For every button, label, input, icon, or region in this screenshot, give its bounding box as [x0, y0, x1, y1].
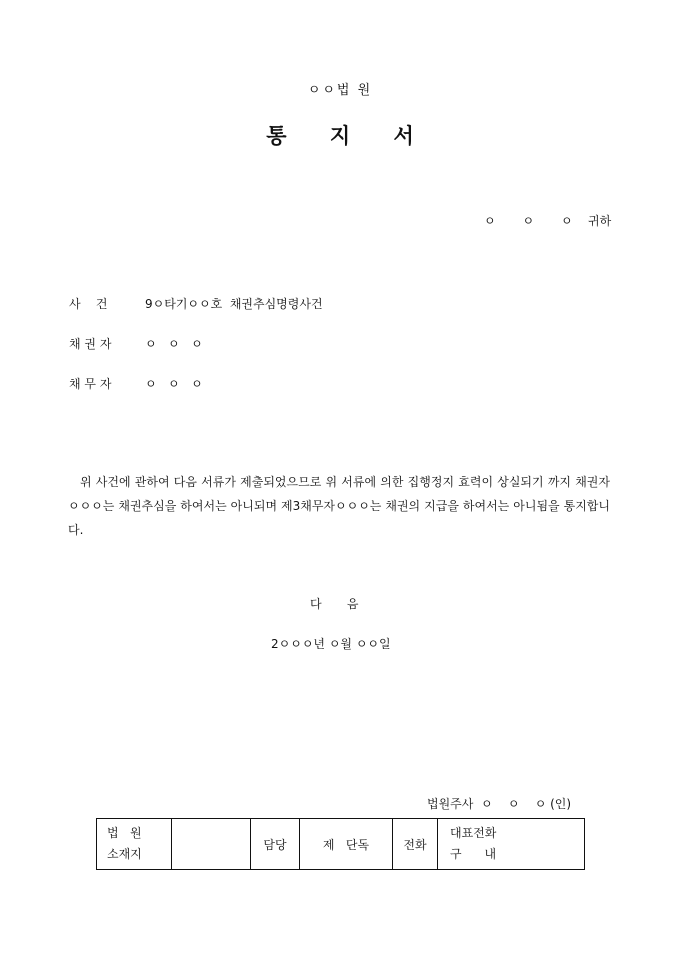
creditor-label: 채 권 자 [69, 337, 112, 351]
department-label: 제 단독 [300, 819, 393, 870]
recipient-placeholder-1: ㅇ [484, 214, 496, 228]
staff-label: 담당 [251, 819, 300, 870]
case-row [69, 295, 323, 312]
phone-main-label: 대표전화 [450, 826, 497, 840]
notice-body [68, 470, 610, 542]
court-name: ㅇㅇ법 원 [307, 83, 373, 98]
phone-value [438, 819, 585, 870]
court-label-line2: 소재지 [107, 847, 142, 861]
debtor-row [69, 375, 203, 392]
phone-label: 전화 [393, 819, 438, 870]
creditor-value: ㅇ ㅇ ㅇ [145, 337, 203, 351]
document-title: 통 지 서 [266, 124, 432, 148]
debtor-value: ㅇ ㅇ ㅇ [145, 377, 203, 391]
court-label-line1: 법 원 [107, 826, 142, 840]
court-location-value [172, 819, 251, 870]
case-label: 사 건 [69, 297, 108, 311]
recipient-placeholder-2: ㅇ [522, 214, 535, 228]
recipient-line [484, 212, 615, 229]
phone-extension-label: 구 내 [450, 847, 497, 861]
signature-line: 법원주사 ㅇ ㅇ ㅇ (인) [427, 797, 572, 811]
issue-date: 2ㅇㅇㅇ년 ㅇ월 ㅇㅇ일 [271, 637, 391, 651]
creditor-row [69, 335, 203, 352]
recipient-honorific: 귀하 [588, 214, 612, 228]
court-info-table [96, 818, 585, 870]
notice-paragraph: 위 사건에 관하여 다음 서류가 제출되었으므로 위 서류에 의한 집행정지 효력이 상실되기 까지 채권자 ㅇㅇㅇ는 채권추심을 하여서는 아니되며 제3채무자ㅇㅇㅇ는 채권의 지급을 하여서는 아니됨을 통지합니다. [68, 475, 610, 537]
court-location-label [97, 819, 172, 870]
next-heading: 다 음 [310, 597, 361, 611]
recipient-placeholder-3: ㅇ [560, 214, 573, 228]
debtor-label: 채 무 자 [69, 377, 112, 391]
case-value: 9ㅇ타기ㅇㅇ호 채권추심명령사건 [145, 297, 323, 311]
